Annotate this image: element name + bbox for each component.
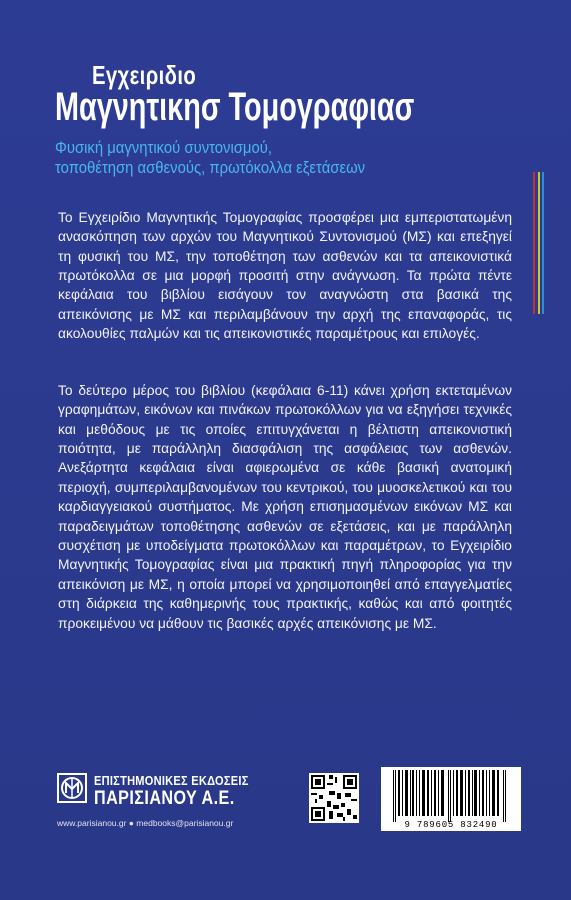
qr-code-icon (309, 773, 359, 823)
title-line-1: Εγχειριδιο (92, 60, 197, 90)
publisher-name-line-1: ΕΠΙΣΤΗΜΟΝΙΚΕΣ ΕΚΔΟΣΕΙΣ (94, 773, 249, 788)
publisher-name-line-2: ΠΑΡΙΣΙΑΝΟΥ Α.Ε. (94, 788, 235, 809)
title-line-2: Μαγνητικησ Τομογραφιασ (55, 85, 415, 129)
isbn-barcode (381, 767, 521, 831)
isbn-digits: 9 789605 832490 (404, 820, 498, 830)
red-stripe (533, 172, 535, 314)
description-paragraph-2: Το δεύτερο μέρος του βιβλίου (κεφάλαια 6-11) κάνει χρήση εκτεταμένων γραφημάτων, εικόνων και πινάκων πρωτοκόλλων για να εξηγήσει τεχνικές και μεθόδους με τις οποίες επιτυγχάνεται η βέλτιστη απεικονιστική ποιότητα, με παράλληλη διασφάλιση της ασφάλειας των ασθενών. Ανεξάρτητα κεφάλαια είναι αφιερωμένα σε κάθε βασική ανατομική περιοχή, συμπεριλαμβανομένων του κεντρικού, του μυοσκελετικού και του καρδιαγγειακού συστήματος. Με χρήση επισημασμένων εικόνων ΜΣ και παραδειγμάτων τοποθέτησης ασθενών σε εξετάσεις, και με παράλληλη συσχέτιση με υποδείγματα πρωτοκόλλων και παραμέτρων, το Εγχειρίδιο Μαγνητικής Τομογραφίας είναι μια πρακτική πηγή πληροφορίας για την απεικόνιση με ΜΣ, η οποία μπορεί να χρησιμοποιηθεί από επαγγελματίες στη διάρκεια της καθημερινής τους πρακτικής, καθώς και από φοιτητές προκειμένου να μάθουν τις βασικές αρχές απεικόνισης με ΜΣ. (58, 382, 512, 631)
subtitle-line-1: Φυσική μαγνητικού συντονισμού, (55, 139, 272, 157)
blue-stripe (542, 172, 544, 314)
description-paragraph-1: Το Εγχειρίδιο Μαγνητικής Τομογραφίας προσφέρει μια εμπεριστατωμένη ανασκόπηση των αρχών του Μαγνητικού Συντονισμού (ΜΣ) και επεξηγεί τη φυσική του ΜΣ, την τοποθέτηση των ασθενών και τα απεικονιστικά πρωτόκολλα σε μια μορφή προσιτή στην ανάγνωση. Τα πρώτα πέντε κεφάλαια του βιβλίου εισάγουν τον αναγνώστη στα βασικά της απεικόνισης με ΜΣ και περιλαμβάνουν την αρχή της επαναφοράς, τις ακολουθίες παλμών και τις απεικονιστικές παραμέτρους και επιλογές. (58, 209, 512, 342)
subtitle-line-2: τοποθέτηση ασθενούς, πρωτόκολλα εξετάσεων (55, 159, 366, 177)
yellow-stripe (538, 172, 540, 314)
publisher-contacts: www.parisianou.gr ● medbooks@parisianou.gr (57, 818, 234, 828)
publisher-logo-icon (57, 773, 87, 803)
decorative-stripes (533, 172, 545, 314)
subtitle (55, 138, 365, 178)
